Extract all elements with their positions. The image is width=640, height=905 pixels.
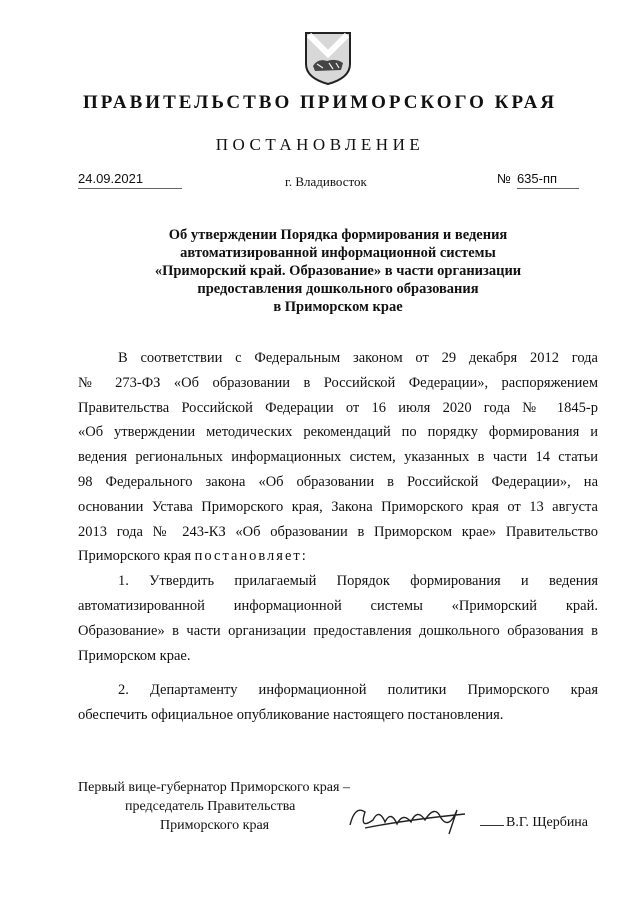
title-line: автоматизированной информационной системы [180, 245, 496, 261]
document-title [78, 226, 598, 316]
body-line: В соответствии с Федеральным законом от 29 декабря 2012 года [118, 350, 598, 366]
body-line: обеспечить официальное опубликование настоящего постановления. [78, 707, 504, 724]
body-line: 2. Департаменту информационной политики Приморского края [118, 682, 598, 699]
title-line: «Приморский край. Образование» в части организации [154, 263, 522, 279]
number-sign: № [497, 171, 511, 186]
body-line: Образование» в части организации предоставления дошкольного образования в [78, 622, 598, 639]
body-line: № 273-ФЗ «Об образовании в Российской Федерации», распоряжением [78, 374, 598, 391]
body-line: автоматизированной информационной системы «Приморский край. [78, 597, 598, 614]
body-text: Приморского края [78, 548, 192, 565]
position-line: Приморского края [160, 818, 270, 833]
body-line: 98 Федерального закона «Об образовании в Российской Федерации», на [78, 473, 598, 490]
body-line: 2013 года № 243-КЗ «Об образовании в Приморском крае» Правительство [78, 523, 598, 540]
title-line: Об утверждении Порядка формирования и ведения [168, 227, 508, 243]
document-number [497, 171, 579, 189]
number-value: 635-пп [517, 171, 579, 189]
body-line: Приморском крае. [78, 647, 191, 664]
signatory-name [480, 815, 588, 831]
government-name: ПРАВИТЕЛЬСТВО ПРИМОРСКОГО КРАЯ [82, 92, 558, 113]
handwritten-signature [345, 800, 485, 845]
body-line: Правительства Российской Федерации от 16 июля 2020 года № 1845-р [78, 399, 598, 416]
signatory-name-text: В.Г. Щербина [506, 815, 589, 830]
coat-of-arms-emblem [303, 30, 353, 86]
title-line: в Приморском крае [273, 299, 403, 315]
position-line: председатель Правительства [125, 799, 296, 814]
document-kind: ПОСТАНОВЛЕНИЕ [215, 135, 425, 154]
body-line: основании Устава Приморского края, Закона Приморского края от 13 августа [78, 498, 598, 515]
document-date: 24.09.2021 [78, 171, 182, 189]
body-line: 1. Утвердить прилагаемый Порядок формирования и ведения [118, 573, 598, 590]
signatory-position [78, 778, 350, 835]
body-line: «Об утверждении методических рекомендаций по порядку формирования и [78, 424, 598, 441]
resolves-word: постановляет: [194, 548, 308, 565]
document-city: г. Владивосток [285, 174, 367, 189]
document-body [78, 346, 598, 728]
title-line: предоставления дошкольного образования [197, 281, 479, 297]
body-line [78, 544, 598, 569]
body-line: ведения региональных информационных систем, указанных в части 14 статьи [78, 449, 598, 466]
position-line: Первый вице-губернатор Приморского края – [78, 780, 350, 795]
